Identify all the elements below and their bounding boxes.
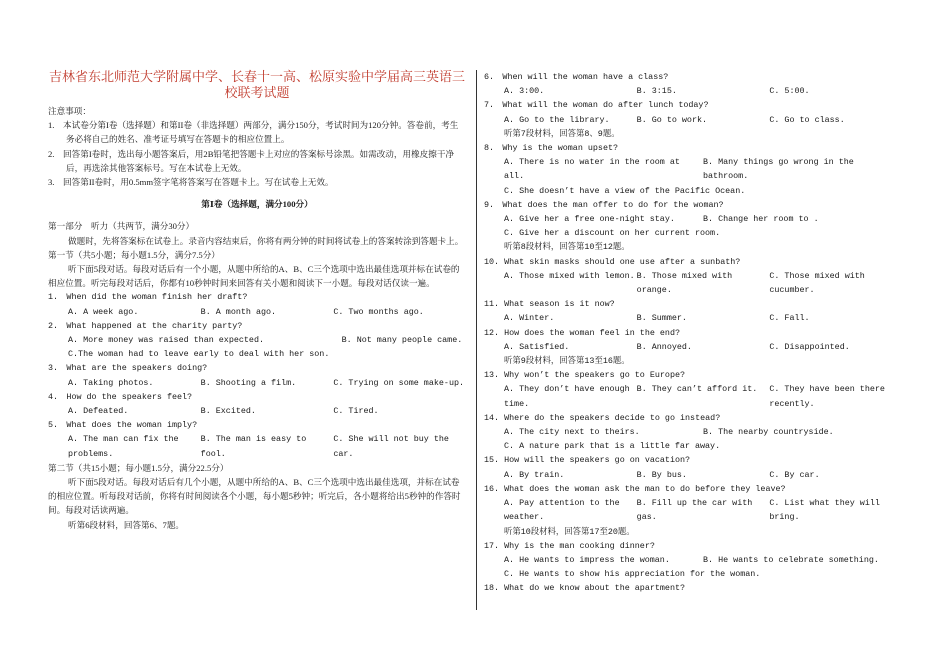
section-intro: 听下面5段对话。每段对话后有一个小题，从题中所给的A、B、C三个选项中选出最佳选项并标在试卷的相应位置。听完每段对话后，你都有10秒钟时间来回答有关小题和阅读下一小题。每段对话仅读一遍。 (48, 264, 460, 289)
option: B. Annoyed. (636, 341, 692, 352)
option: C.The woman had to leave early to deal with her son. (68, 349, 330, 360)
question: 8. Why is the woman upset? (484, 143, 619, 154)
option: C. He wants to show his appreciation for the woman. (504, 569, 761, 580)
option: A. The city next to theirs. (504, 427, 640, 438)
option: C. She will not buy the car. (333, 434, 449, 459)
right-column (484, 70, 902, 596)
question: 10. What skin masks should one use after a sunbath? (484, 256, 741, 267)
option: A. Those mixed with lemon. (504, 270, 635, 281)
question: 11. What season is it now? (484, 299, 615, 310)
option: A. Taking photos. (68, 377, 154, 388)
option: C. Trying on some make-up. (333, 377, 465, 388)
question: 4. How do the speakers feel? (48, 391, 193, 402)
notice-item: 2. 回答第I卷时，选出每小题答案后，用2B铅笔把答题卡上对应的答案标号涂黑。如需改动，用橡皮擦干净后，再选涂其他答案标号。写在本试卷上无效。 (48, 148, 455, 173)
option: B. Fill up the car with gas. (636, 498, 753, 523)
option: A. Pay attention to the weather. (504, 498, 620, 523)
left-column (48, 70, 466, 532)
question: 15. How will the speakers go on vacation? (484, 455, 691, 466)
option: C. A nature park that is a little far away. (504, 441, 721, 452)
option: B. Excited. (200, 406, 256, 417)
question: 5. What does the woman imply? (48, 420, 198, 431)
question: 2. What happened at the charity party? (48, 320, 243, 331)
option: C. Fall. (769, 313, 810, 324)
question: 16. What does the woman ask the man to do before they leave? (484, 483, 786, 494)
option: B. Go to work. (636, 114, 708, 125)
question: 18. What do we know about the apartment? (484, 583, 686, 594)
section-heading: 第二节（共15小题；每小题1.5分，满分22.5分） (48, 462, 229, 473)
question: 9. What does the man offer to do for the woman? (484, 199, 724, 210)
volume-heading: 第Ⅰ卷（选择题，满分100分） (201, 199, 313, 210)
option: B. 3:15. (636, 86, 677, 97)
option: A. A week ago. (68, 306, 139, 317)
part-intro: 做题时，先将答案标在试卷上。录音内容结束后，你将有两分钟的时间将试卷上的答案转涂到答题卡上。 (68, 235, 464, 246)
option: B. Many things go wrong in the bathroom. (703, 157, 854, 182)
material-note: 听第8段材料，回答第10至12题。 (504, 242, 630, 253)
option: C. Disappointed. (769, 341, 850, 352)
exam-title: 吉林省东北师范大学附属中学、长春十一高、松原实验中学届高三英语三校联考试题 (48, 70, 465, 101)
option: C. Tired. (333, 406, 379, 417)
question: 6. When will the woman have a class? (484, 72, 669, 82)
option: A. 3:00. (504, 86, 545, 97)
option: A. Defeated. (68, 406, 129, 417)
question: 3. What are the speakers doing? (48, 363, 208, 374)
option: B. The nearby countryside. (703, 427, 834, 438)
section-heading: 第一节（共5小题；每小题1.5分，满分7.5分） (48, 249, 220, 260)
option: C. Go to class. (769, 114, 845, 125)
option: C. Two months ago. (333, 306, 424, 317)
option: A. Winter. (504, 313, 555, 324)
option: B. The man is easy to fool. (200, 434, 307, 459)
column-divider (476, 70, 477, 610)
option: B. They can’t afford it. (636, 384, 758, 395)
notice-item: 3. 回答第II卷时，用0.5mm签字笔将答案写在答题卡上。写在试卷上无效。 (48, 177, 334, 188)
option: C. By car. (769, 469, 820, 480)
material-note: 听第10段材料，回答第17至20题。 (504, 526, 635, 537)
option: A. By train. (504, 469, 565, 480)
notice-item: 1. 本试卷分第I卷（选择题）和第II卷（非选择题）两部分，满分150分，考试时间为120分钟。答卷前，考生务必将自己的姓名、准考证号填写在答题卡的相应位置上。 (48, 120, 459, 145)
option: C. 5:00. (769, 86, 810, 97)
option: C. Those mixed with cucumber. (769, 270, 865, 296)
option: A. The man can fix the problems. (68, 434, 179, 459)
option: B. Those mixed with orange. (636, 270, 733, 296)
option: B. A month ago. (200, 306, 277, 317)
section-intro: 听下面5段对话。每段对话后有几个小题，从题中所给的A、B、C三个选项中选出最佳选项，并标在试卷的相应位置。听每段对话前，你将有时间阅读各个小题，每小题5秒钟；听完后，各小题将给出5秒钟的作答时间。每段对话读两遍。 (48, 477, 461, 516)
option: C. Give her a discount on her current room. (504, 228, 721, 239)
option: B. By bus. (636, 469, 687, 480)
notice-heading: 注意事项： (48, 106, 91, 116)
option: C. List what they will bring. (769, 498, 880, 523)
question: 7. What will the woman do after lunch today? (484, 100, 709, 111)
option: B. He wants to celebrate something. (703, 554, 879, 565)
option: B. Not many people came. (341, 335, 463, 346)
material-note: 听第7段材料，回答第8、9题。 (504, 128, 620, 139)
option: A. He wants to impress the woman. (504, 554, 670, 565)
option: A. They don’t have enough time. (504, 384, 630, 409)
question: 12. How does the woman feel in the end? (484, 327, 681, 338)
option: A. Go to the library. (504, 114, 610, 125)
option: B. Summer. (636, 313, 687, 324)
option: A. Satisfied. (504, 341, 570, 352)
question: 14. Where do the speakers decide to go instead? (484, 412, 721, 423)
option: B. Shooting a film. (200, 377, 297, 388)
material-note: 听第9段材料，回答第13至16题。 (504, 356, 630, 367)
question: 17. Why is the man cooking dinner? (484, 540, 655, 551)
option: A. More money was raised than expected. (68, 335, 265, 346)
material-note: 听第6段材料，回答第6、7题。 (68, 519, 185, 530)
option: C. She doesn’t have a view of the Pacific Ocean. (504, 185, 746, 196)
option: C. They have been there recently. (769, 384, 885, 409)
option: A. Give her a free one-night stay. (504, 214, 675, 225)
part-heading: 第一部分 听力（共两节，满分30分） (48, 221, 195, 232)
option: A. There is no water in the room at all. (504, 157, 680, 182)
option: B. Change her room to . (703, 214, 819, 225)
question: 1. When did the woman finish her draft? (48, 292, 248, 303)
question: 13. Why won’t the speakers go to Europe? (484, 370, 686, 381)
